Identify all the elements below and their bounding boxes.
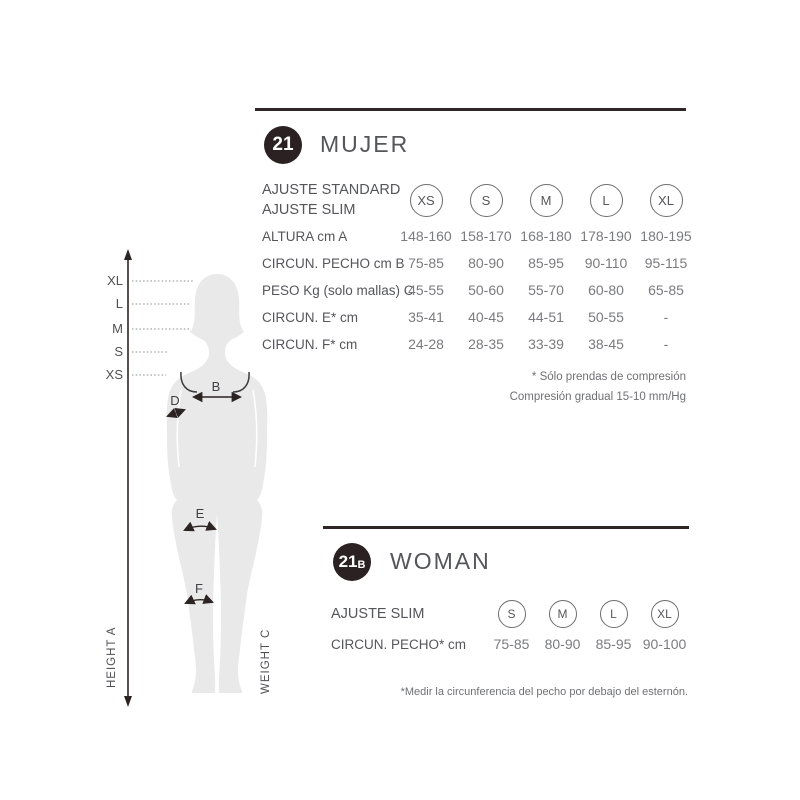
cell: 90-100: [642, 636, 687, 652]
cell: 38-45: [588, 336, 624, 352]
footnote-compression: * Sólo prendas de compresión: [531, 371, 686, 383]
section-badge-21b: [333, 543, 371, 581]
measure-label-f: F: [195, 581, 203, 596]
table-row-pecho-slim: CIRCUN. PECHO* cm 75-85 80-90 85-95 90-100: [331, 636, 690, 652]
table-row-peso: PESO Kg (solo mallas) C 45-55 50-60 55-70 60-80 65-85: [262, 280, 696, 300]
cell: 90-110: [584, 255, 628, 271]
cell: 60-80: [588, 282, 624, 298]
cell: 148-160: [400, 228, 452, 244]
size-badge-xs: XS: [410, 184, 443, 217]
section-divider-bottom: [323, 526, 689, 529]
size-mark-xs: XS: [105, 367, 123, 382]
size-badge-l: L: [590, 184, 623, 217]
woman-silhouette: [167, 274, 268, 693]
cell: 178-190: [580, 228, 632, 244]
table-row-pecho: CIRCUN. PECHO cm B 75-85 80-90 85-95 90-110 95-115: [262, 253, 696, 273]
cell: 35-41: [408, 309, 444, 325]
cell: 168-180: [520, 228, 572, 244]
cell: 75-85: [408, 255, 444, 271]
section-title-mujer: MUJER: [320, 131, 410, 157]
cell: 50-60: [468, 282, 504, 298]
slim-table-header: [331, 600, 690, 628]
cell: 158-170: [460, 228, 512, 244]
cell: 55-70: [528, 282, 564, 298]
section-divider-top: [255, 108, 686, 111]
cell: 85-95: [528, 255, 564, 271]
cell: 40-45: [468, 309, 504, 325]
size-badge-s: S: [498, 600, 526, 628]
cell: 85-95: [595, 636, 632, 652]
table-row-altura: ALTURA cm A 148-160 158-170 168-180 178-190 180-195: [262, 226, 696, 246]
cell: 65-85: [648, 282, 684, 298]
badge-suffix: B: [357, 558, 366, 571]
badge-number: 21: [272, 134, 294, 155]
cell: 50-55: [588, 309, 624, 325]
size-mark-m: M: [112, 321, 123, 336]
cell: 80-90: [544, 636, 581, 652]
measure-label-e: E: [195, 506, 205, 521]
size-badge-xl: XL: [650, 184, 683, 217]
measure-label-b: B: [211, 379, 221, 394]
weight-axis-label: WEIGHT C: [260, 628, 272, 694]
size-badge-xl: XL: [651, 600, 679, 628]
cell: 180-195: [640, 228, 692, 244]
size-badge-l: L: [600, 600, 628, 628]
size-mark-l: L: [115, 296, 123, 311]
measure-label-d: D: [170, 393, 180, 408]
cell: -: [663, 336, 669, 352]
size-mark-s: S: [114, 344, 123, 359]
cell: 28-35: [468, 336, 504, 352]
section-title-woman: WOMAN: [390, 548, 491, 574]
size-table-header: [262, 180, 696, 220]
section-badge-21: [264, 126, 302, 164]
fit-line-slim: AJUSTE SLIM: [262, 202, 356, 218]
height-arrow: [124, 249, 132, 707]
cell: 45-55: [408, 282, 444, 298]
cell: 24-28: [408, 336, 444, 352]
table-row-circun-f: CIRCUN. F* cm 24-28 28-35 33-39 38-45 -: [262, 334, 696, 354]
cell: 33-39: [528, 336, 564, 352]
size-badge-m: M: [549, 600, 577, 628]
cell: 80-90: [468, 255, 504, 271]
cell: 95-115: [644, 255, 688, 271]
size-mark-xl: XL: [107, 273, 123, 288]
fit-type-label: [262, 180, 401, 220]
badge-number: 21: [338, 552, 358, 571]
fit-line-standard: AJUSTE STANDARD: [262, 182, 401, 198]
size-badge-s: S: [470, 184, 503, 217]
footnote-sternum: *Medir la circunferencia del pecho por debajo del esternón.: [400, 686, 688, 698]
cell: -: [663, 309, 669, 325]
height-axis-label: HEIGHT A: [106, 626, 118, 688]
size-tick-lines: [132, 281, 194, 375]
fit-type-label-slim: AJUSTE SLIM: [331, 606, 425, 622]
table-row-circun-e: CIRCUN. E* cm 35-41 40-45 44-51 50-55 -: [262, 307, 696, 327]
cell: 75-85: [493, 636, 530, 652]
size-badge-m: M: [530, 184, 563, 217]
cell: 44-51: [528, 309, 564, 325]
footnote-gradual: Compresión gradual 15-10 mm/Hg: [509, 391, 686, 403]
